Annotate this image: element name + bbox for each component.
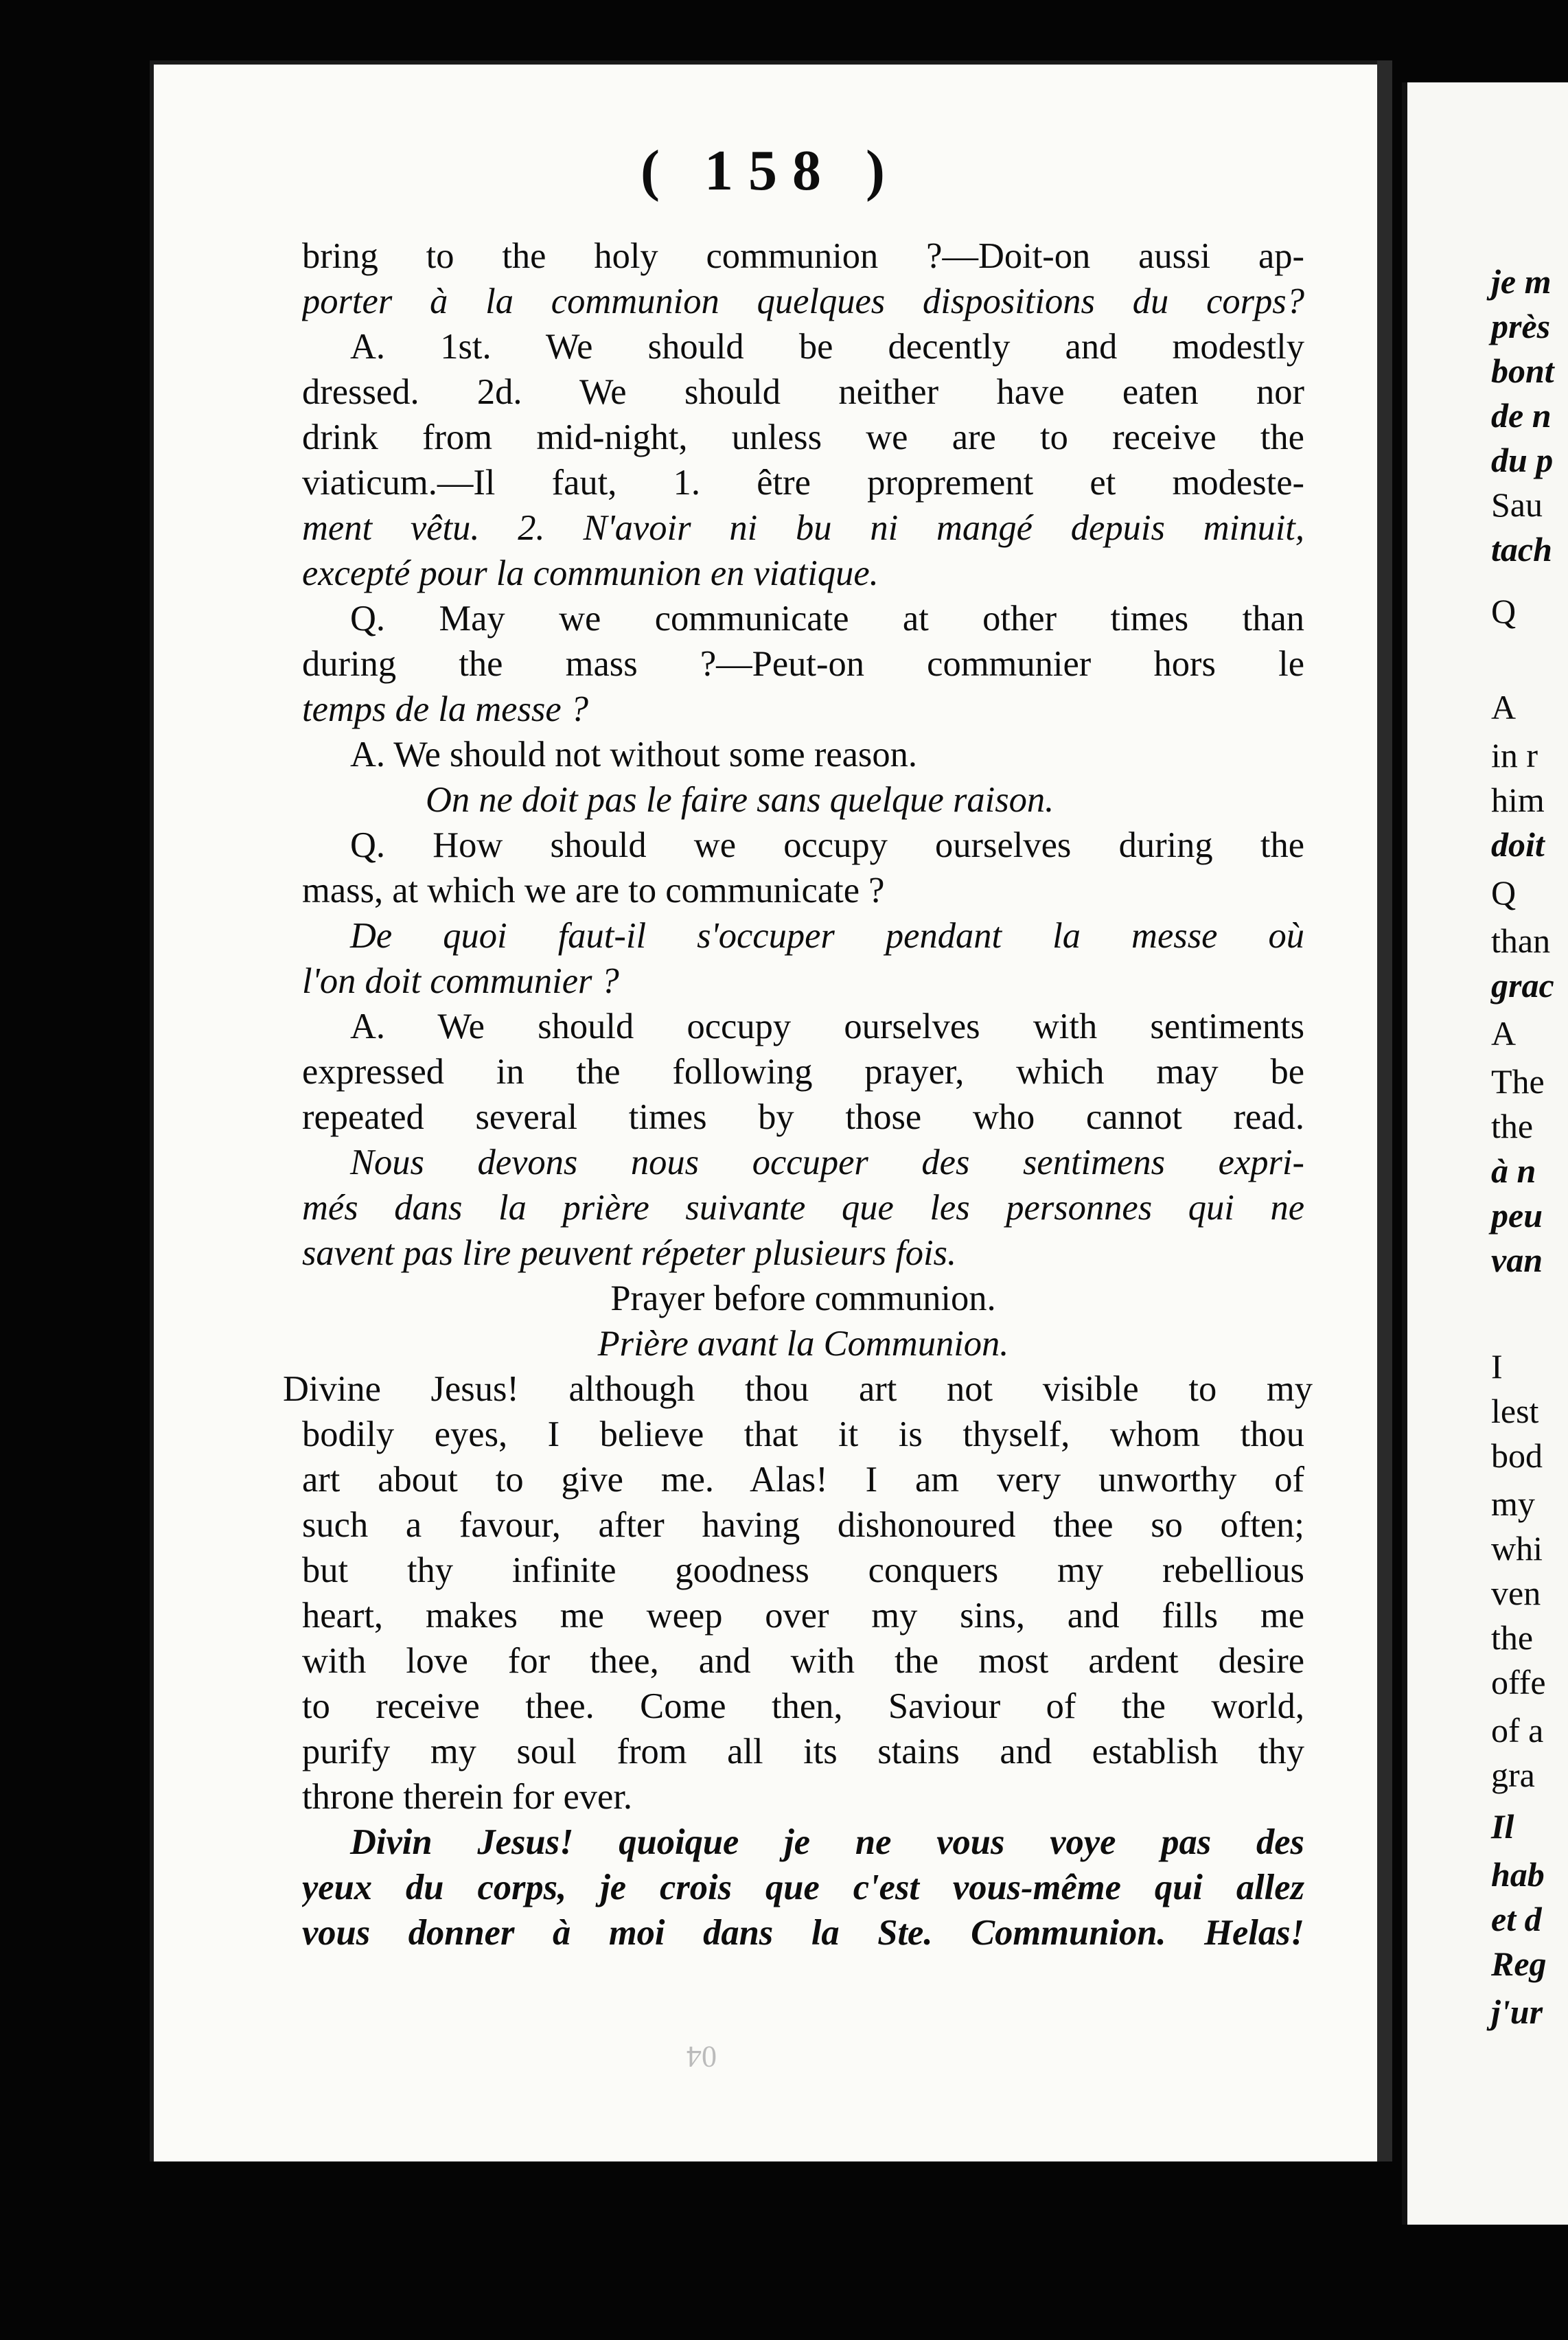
facing-page-fragment: Reg [1491,1945,1547,1983]
text-line: vous donner à moi dans la Ste. Communion. Helas! [302,1913,1304,1953]
text-line: expressed in the following prayer, which may be [302,1052,1304,1092]
facing-page-fragment: grac [1491,966,1554,1005]
text-line: heart, makes me weep over my sins, and fills me [302,1596,1304,1636]
facing-page-fragment: in r [1491,736,1538,775]
text-line: to receive thee. Come then, Saviour of the world, [302,1686,1304,1726]
text-line: throne therein for ever. [302,1777,633,1817]
text-line: bodily eyes, I believe that it is thyself, whom thou [302,1414,1304,1454]
page-text-block [283,233,1313,1955]
text-line: excepté pour la communion en viatique. [302,553,879,593]
facing-page-fragment: lest [1491,1392,1539,1430]
bleed-through-mark: 04 [687,2040,717,2074]
text-line: purify my soul from all its stains and establish thy [302,1732,1304,1771]
facing-page-fragment: than [1491,921,1551,960]
text-line: ment vêtu. 2. N'avoir ni bu ni mangé depuis minuit, [302,508,1304,548]
facing-page-fragment: du p [1491,441,1554,479]
text-line: De quoi faut-il s'occuper pendant la messe où [350,916,1304,956]
facing-page-fragment: my [1491,1484,1535,1523]
facing-page-fragment: Q [1491,592,1517,630]
text-line: with love for thee, and with the most ardent desire [302,1641,1304,1681]
text-line: art about to give me. Alas! I am very unworthy of [302,1460,1304,1500]
facing-page-fragment: Il [1491,1807,1514,1846]
text-line: savent pas lire peuvent répeter plusieurs fois. [302,1233,957,1273]
facing-page-fragment: de n [1491,396,1552,435]
text-line: temps de la messe ? [302,689,589,729]
facing-page-fragment: peu [1491,1196,1543,1235]
facing-page-fragment: the [1491,1618,1534,1657]
text-line: A. We should occupy ourselves with sentiments [350,1007,1304,1046]
facing-page-fragment: gra [1491,1756,1535,1794]
text-line: A. 1st. We should be decently and modestly [350,327,1304,367]
facing-page-fragment: et d [1491,1900,1542,1938]
text-line: Q. How should we occupy ourselves during the [350,825,1304,865]
facing-page-fragment: Sau [1491,485,1543,524]
facing-page-fragment: him [1491,781,1545,819]
text-line: On ne doit pas le faire sans quelque raison. [426,780,1054,820]
facing-page-fragment: bod [1491,1436,1543,1475]
text-line: viaticum.—Il faut, 1. être proprement et modeste- [302,463,1304,503]
text-line: mass, at which we are to communicate ? [302,871,885,910]
text-line: Divine Jesus! although thou art not visible to my [283,1369,1313,1409]
text-line: bring to the holy communion ?—Doit-on aussi ap- [302,236,1304,276]
facing-page-fragment: The [1491,1062,1545,1101]
facing-page-fragment: A [1491,688,1517,726]
text-line: l'on doit communier ? [302,961,619,1001]
facing-page-fragment: j'ur [1491,1993,1543,2031]
facing-page-fragment: bont [1491,352,1554,390]
text-line: Nous devons nous occuper des sentimens expri- [350,1143,1304,1182]
text-line: dressed. 2d. We should neither have eaten nor [302,372,1304,412]
page-number-header: ( 158 ) [641,139,900,203]
facing-page-fragment: Q [1491,873,1517,912]
text-line: Prière avant la Communion. [597,1324,1009,1364]
text-line: més dans la prière suivante que les personnes qui ne [302,1188,1304,1228]
facing-page-fragment: je m [1491,262,1552,301]
facing-page-fragment: à n [1491,1151,1536,1190]
facing-page-fragment: offe [1491,1663,1546,1701]
text-line: A. We should not without some reason. [350,735,917,775]
facing-page-fragment: tach [1491,530,1552,569]
text-line: yeux du corps, je crois que c'est vous-même qui allez [302,1868,1304,1907]
text-line: such a favour, after having dishonoured thee so often; [302,1505,1304,1545]
facing-page-fragment: of a [1491,1711,1544,1750]
text-line: repeated several times by those who cannot read. [302,1097,1304,1137]
facing-page-fragment: hab [1491,1855,1545,1894]
facing-page-fragment: ven [1491,1574,1541,1612]
text-line: Q. May we communicate at other times than [350,599,1304,639]
facing-page-fragment: près [1491,307,1551,345]
text-line: drink from mid-night, unless we are to receive the [302,417,1304,457]
facing-page-fragment: doit [1491,825,1545,864]
text-line: Prayer before communion. [610,1278,996,1318]
facing-page-fragment: the [1491,1107,1534,1145]
facing-page-fragment: whi [1491,1529,1543,1568]
text-line: porter à la communion quelques dispositions du corps? [302,282,1304,321]
page-gutter-edge [1377,60,1392,2161]
facing-page-fragment: A [1491,1014,1517,1053]
text-line: but thy infinite goodness conquers my rebellious [302,1550,1304,1590]
facing-page-fragment: van [1491,1241,1543,1279]
text-line: Divin Jesus! quoique je ne vous voye pas des [350,1822,1304,1862]
text-line: during the mass ?—Peut-on communier hors le [302,644,1304,684]
facing-page-fragment: I [1491,1347,1503,1386]
